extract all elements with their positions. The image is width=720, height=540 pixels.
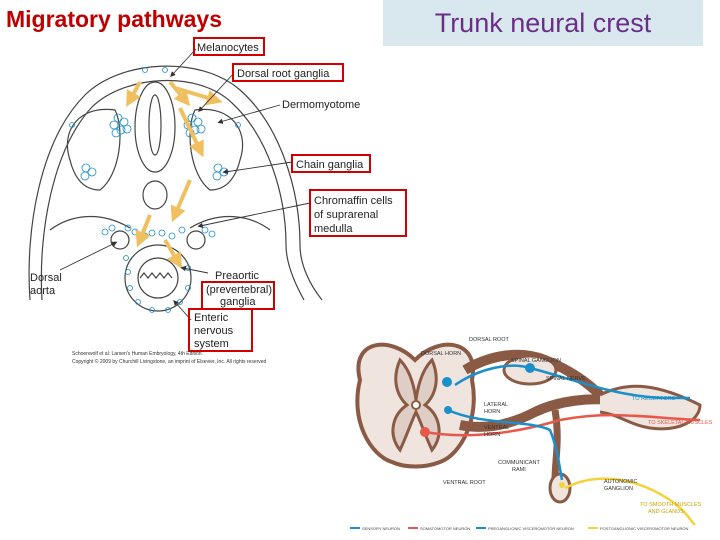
label-autonomic-2: GANGLION	[604, 486, 634, 492]
legend-preganglionic: PREGANGLIONIC VISCEROMOTOR NEURON	[488, 526, 574, 531]
label-communicant-1: COMMUNICANT	[498, 460, 540, 466]
label-enteric-line3: system	[194, 338, 229, 350]
left-title: Migratory pathways	[6, 6, 222, 32]
legend-somatomotor: SOMATOMOTOR NEURON	[420, 526, 471, 531]
ventral-root	[460, 399, 610, 427]
label-ventral-horn-1: VENTRAL	[484, 425, 510, 431]
legend-sensory: SENSORY NEURON	[362, 526, 400, 531]
label-enteric-line1: Enteric	[194, 312, 229, 324]
caption-line1: Schoenwolf et al: Larsen's Human Embryology, 4th Edition.	[72, 351, 203, 357]
label-melanocytes	[194, 38, 264, 55]
label-to-smooth-2: AND GLANDS	[648, 509, 684, 515]
notochord	[143, 181, 167, 209]
label-to-skeletal: TO SKELETAL MUSCLES	[648, 420, 713, 426]
label-spinal-ganglion: SPINAL GANGLION	[511, 358, 561, 364]
label-dorsal-aorta-line1: Dorsal	[30, 272, 62, 284]
coelom-left	[50, 216, 130, 230]
right-title-text: Trunk neural crest	[434, 7, 652, 38]
label-lateral-horn-1: LATERAL	[484, 402, 509, 408]
label-dermomyotome: Dermomyotome	[282, 99, 361, 111]
caption-line2: Copyright © 2009 by Churchill Livingstone, an imprint of Elsevier, Inc. All rights reserved	[72, 359, 267, 365]
neural-canal	[149, 95, 161, 155]
melanocyte-cells	[70, 68, 241, 128]
dorsal-aorta-right	[187, 231, 205, 249]
label-prevertebral	[202, 282, 274, 309]
label-dorsal-root-ganglia	[233, 64, 343, 81]
label-chromaffin-line2: of suprarenal	[314, 209, 379, 221]
label-enteric	[189, 309, 252, 351]
central-canal	[412, 401, 420, 409]
label-preaortic: Preaortic	[215, 270, 260, 282]
label-to-smooth-1: TO SMOOTH MUSCLES	[640, 502, 702, 508]
sensory-neuron-body	[525, 363, 535, 373]
label-autonomic-1: AUTONOMIC	[604, 479, 638, 485]
label-enteric-line2: nervous	[194, 325, 234, 337]
embryo-cross-section	[29, 66, 322, 311]
label-chromaffin	[310, 190, 406, 236]
legend-postganglionic: POSTGANGLIONIC VISCEROMOTOR NEURON	[600, 526, 689, 531]
lateral-horn-neuron	[444, 406, 452, 414]
enteric-cells	[124, 256, 191, 313]
ventral-horn-neuron	[420, 427, 430, 437]
label-chromaffin-line3: medulla	[314, 223, 353, 235]
label-prevertebral-line1: (prevertebral)	[206, 284, 273, 296]
label-lateral-horn-2: HORN	[484, 409, 501, 415]
label-dorsal-aorta-line2: aorta	[30, 285, 56, 297]
label-spinal-nerve: SPINAL NERVE	[546, 376, 586, 382]
label-chromaffin-line1: Chromaffin cells	[314, 195, 393, 207]
label-prevertebral-line2: ganglia	[220, 296, 256, 308]
label-melanocytes-text: Melanocytes	[197, 42, 259, 54]
label-chain-ganglia	[292, 155, 370, 172]
gut-lumen-wave	[140, 273, 172, 278]
label-to-receptors: TO RECEPTORS	[632, 396, 676, 402]
coelom-right	[190, 216, 270, 230]
neuron-legend	[350, 526, 688, 531]
preaortic-cells	[102, 225, 215, 239]
label-dorsal-horn: DORSAL HORN	[421, 351, 462, 357]
label-communicant-2: RAMI	[512, 467, 526, 473]
dorsal-aorta-left	[111, 231, 129, 249]
dorsal-horn-neuron	[442, 377, 452, 387]
label-chain-ganglia-text: Chain ganglia	[296, 159, 364, 171]
chain-ganglion-left	[81, 164, 96, 180]
label-dorsal-root: DORSAL ROOT	[469, 337, 509, 343]
inner-body-wall	[41, 81, 304, 300]
label-ventral-horn-2: HORN	[484, 432, 501, 438]
label-ventral-root: VENTRAL ROOT	[443, 480, 486, 486]
label-drg-text: Dorsal root ganglia	[237, 68, 330, 80]
autonomic-neuron	[559, 482, 565, 488]
spinal-cord-diagram	[357, 345, 700, 525]
gut-tube	[125, 245, 191, 311]
